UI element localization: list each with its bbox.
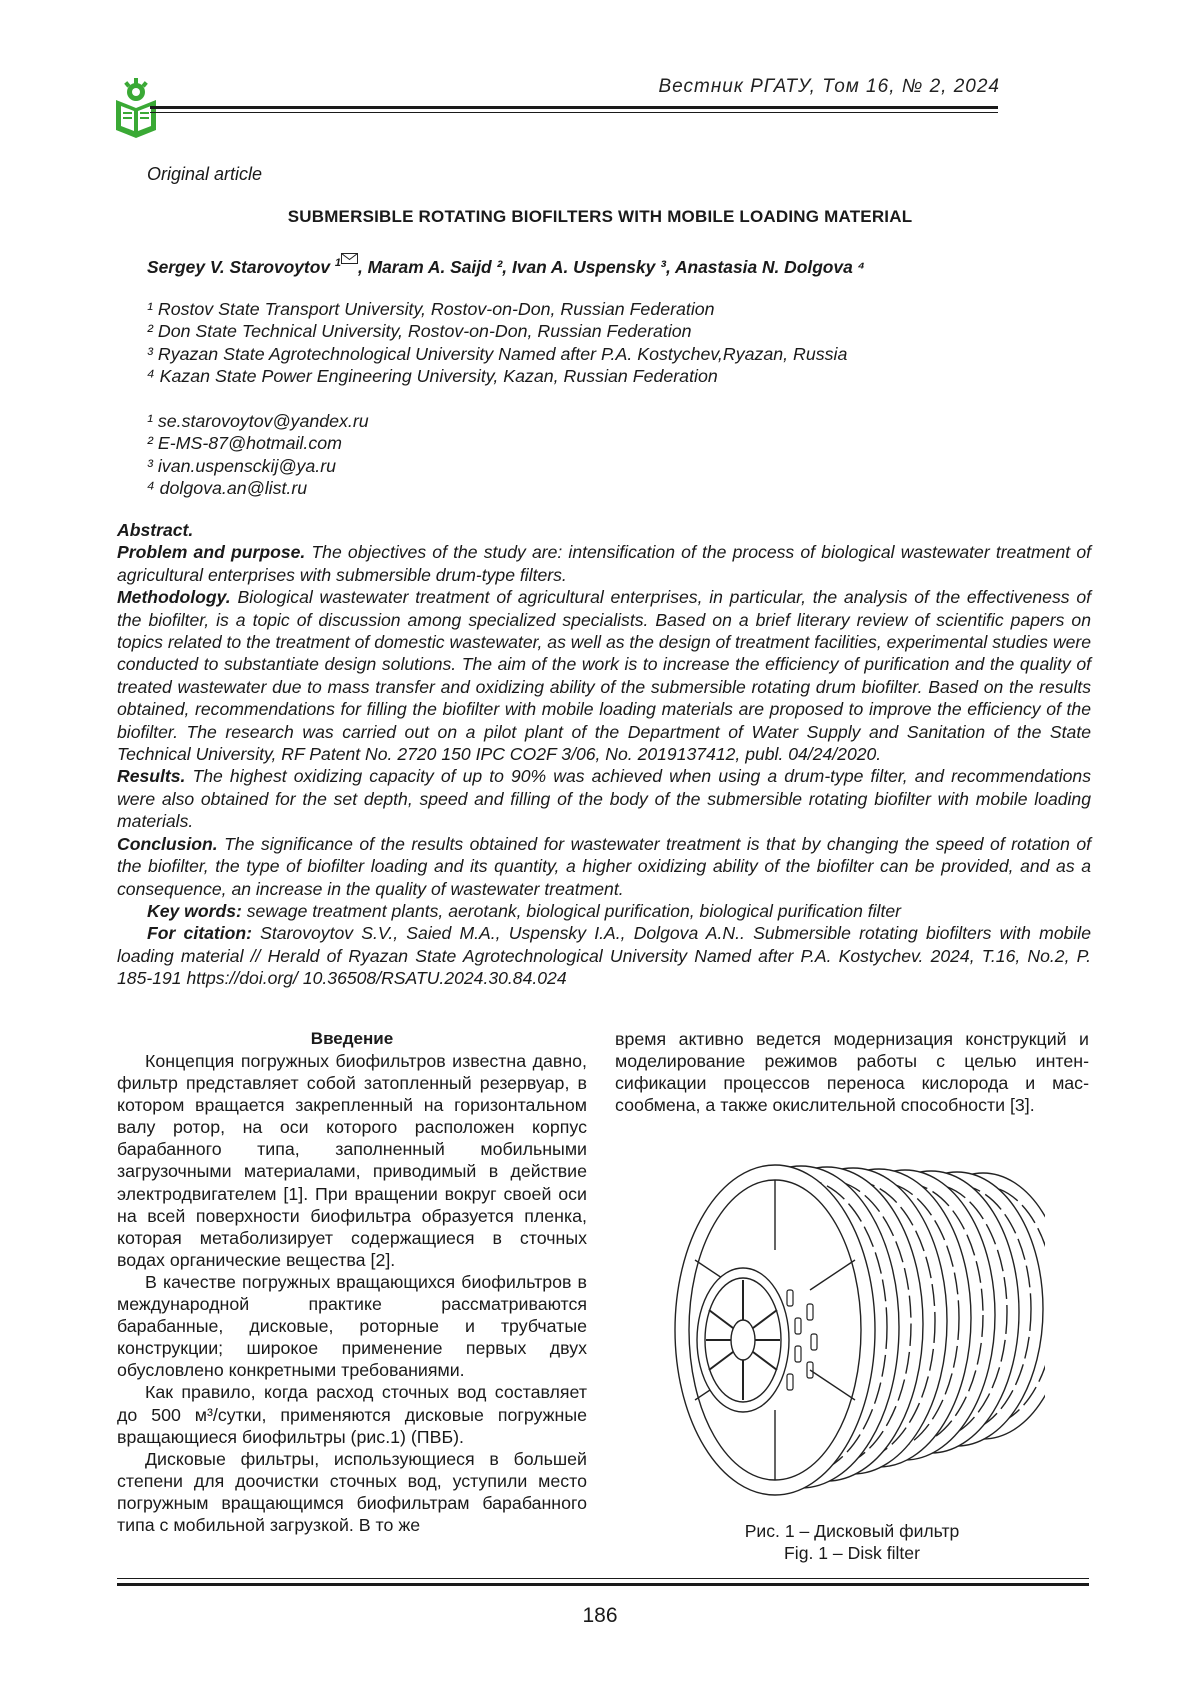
email-line: ⁴ dolgova.an@list.ru — [147, 478, 308, 499]
section-heading: Введение — [310, 1029, 394, 1048]
caption-ru: Рис. 1 – Дисковый фильтр — [744, 1521, 960, 1541]
footer-rule — [117, 1583, 1089, 1586]
envelope-icon — [341, 253, 358, 264]
affiliation-line: ⁴ Kazan State Power Engineering University, Kazan, Russian Federation — [147, 366, 718, 387]
body-paragraph: Дисковые фильтры, использующиеся в большей степени для доочистки сточных вод, уступили место погружным вращающимся биофильтрам барабанного типа с мобильной загрузкой. В то же — [117, 1448, 587, 1535]
caption-en: Fig. 1 – Disk filter — [784, 1543, 920, 1563]
affiliations — [147, 298, 847, 388]
body-paragraph: время активно ведется модернизация конструкций и моделирование режимов работы с целью интенсификации процессов переноса кислорода и массообмена, а также окислительной способности [3]. — [615, 1029, 1089, 1116]
body-paragraph: Как правило, когда расход сточных вод составляет до 500 м³/сутки, применяются дисковые погружные вращающиеся биофильтры (рис.1) (ПВБ). — [117, 1382, 587, 1447]
abstract-methodology — [117, 586, 1091, 765]
page-number: 186 — [582, 1604, 618, 1627]
methodology-text: Biological wastewater treatment of agricultural enterprises, in particular, the analysis of the effectiveness of the biofilter, is a topic of discussion among specialized specialists. Based on a brief literary review of scientific papers on topics related to the treatment of domestic wastewater, as well as the design of treatment facilities, experimental studies were conducted to substantiate design solutions. The aim of the work is to increase the efficiency of purification and the quality of treated wastewater due to mass transfer and oxidizing ability of the submersible rotating drum biofilter. Based on the results obtained, recommendations for filling the biofilter with mobile loading materials are proposed to improve the efficiency of the biofilter. The research was carried out on a pilot plant of the Department of Water Supply and Sanitation of the State Technical University, RF Patent No. 2720 150 IPC CO2F 3/06, No. 2019137412, publ. 04/24/2020. — [117, 587, 1091, 765]
keywords — [117, 900, 1091, 922]
body-right-column — [615, 1028, 1089, 1116]
abstract — [117, 519, 1091, 990]
body-paragraph: В качестве погружных вращающихся биофильтров в международной практике рассматриваются барабанные, дисковые, роторные и трубчатые конструкции; широкое применение первых двух обусловлено конкретными требованиями. — [117, 1271, 587, 1381]
other-authors: , Maram A. Saijd ², Ivan A. Uspensky ³, Anastasia N. Dolgova ⁴ — [357, 257, 866, 277]
body-paragraph: Концепция погружных биофильтров известна давно, фильтр представляет собой затопленный резервуар, в котором вращается закрепленный на горизонтальном валу ротор, на оси которого расположен корпус барабанного типа, заполненный мобильными загрузочными материалами, приводимый в действие электродвигателем [1]. При вращении вокруг своей оси на всей поверхности биофильтра образуется пленка, которая метаболизирует содержащиеся в сточных водах органические вещества [2]. — [117, 1051, 587, 1270]
affiliation-line: ² Don State Technical University, Rostov-on-Don, Russian Federation — [147, 321, 692, 342]
author-1: Sergey V. Starovoytov — [147, 257, 335, 277]
keywords-text: sewage treatment plants, aerotank, biological purification, biological purification filter — [241, 900, 901, 921]
article-type: Original article — [147, 164, 263, 184]
abstract-conclusion — [117, 833, 1091, 900]
author-list — [147, 253, 865, 278]
footer-rule-thin — [117, 1578, 1089, 1579]
affiliation-line: ³ Ryazan State Agrotechnological University Named after P.A. Kostychev,Ryazan, Russia — [147, 343, 848, 364]
citation — [117, 922, 1091, 989]
citation-label: For citation: — [147, 923, 252, 944]
figure-caption — [615, 1520, 1089, 1564]
purpose-label: Problem and purpose. — [117, 542, 306, 563]
article-title: SUBMERSIBLE ROTATING BIOFILTERS WITH MOBILE LOADING MATERIAL — [287, 207, 913, 226]
body-left-column — [117, 1028, 587, 1536]
header-rule — [150, 106, 998, 109]
email-line: ² E-MS-87@hotmail.com — [147, 433, 342, 454]
journal-title: Вестник РГАТУ, Том 16, № 2, 2024 — [658, 76, 1000, 97]
disk-filter-figure — [665, 1140, 1045, 1510]
purpose-text: The objectives of the study are: intensification of the process of biological wastewater treatment of agricultural enterprises with submersible drum-type filters. — [117, 542, 1091, 585]
results-label: Results. — [117, 766, 186, 787]
conclusion-text: The significance of the results obtained for wastewater treatment is that by changing the speed of rotation of the biofilter, the type of biofilter loading and its quantity, a higher oxidizing ability of the biofilter can be provided, and as a consequence, an increase in the quality of wastewater treatment. — [117, 833, 1091, 899]
methodology-label: Methodology. — [117, 587, 231, 608]
conclusion-label: Conclusion. — [117, 833, 218, 854]
abstract-heading: Abstract. — [117, 520, 194, 540]
abstract-purpose — [117, 541, 1091, 586]
citation-text: Starovoytov S.V., Saied M.A., Uspensky I.A., Dolgova A.N.. Submersible rotating biofilters with mobile loading material // Herald of Ryazan State Agrotechnological University Named after P.A. Kostychev. 2024, T.16, No.2, P. 185-191 https://doi.org/ 10.36508/RSATU.2024.30.84.024 — [117, 923, 1091, 989]
abstract-results — [117, 765, 1091, 832]
emails — [147, 410, 369, 500]
results-text: The highest oxidizing capacity of up to 90% was achieved when using a drum-type filter, and recommendations were also obtained for the set depth, speed and filling of the body of the submersible rotating biofilter with mobile loading materials. — [117, 766, 1091, 832]
affiliation-line: ¹ Rostov State Transport University, Rostov-on-Don, Russian Federation — [147, 299, 715, 319]
author-1-sup: 1 — [334, 257, 341, 270]
keywords-label: Key words: — [147, 900, 242, 921]
email-line: ¹ se.starovoytov@yandex.ru — [147, 411, 369, 431]
header-rule-thin — [150, 112, 998, 113]
email-line: ³ ivan.uspensckij@ya.ru — [147, 455, 337, 476]
